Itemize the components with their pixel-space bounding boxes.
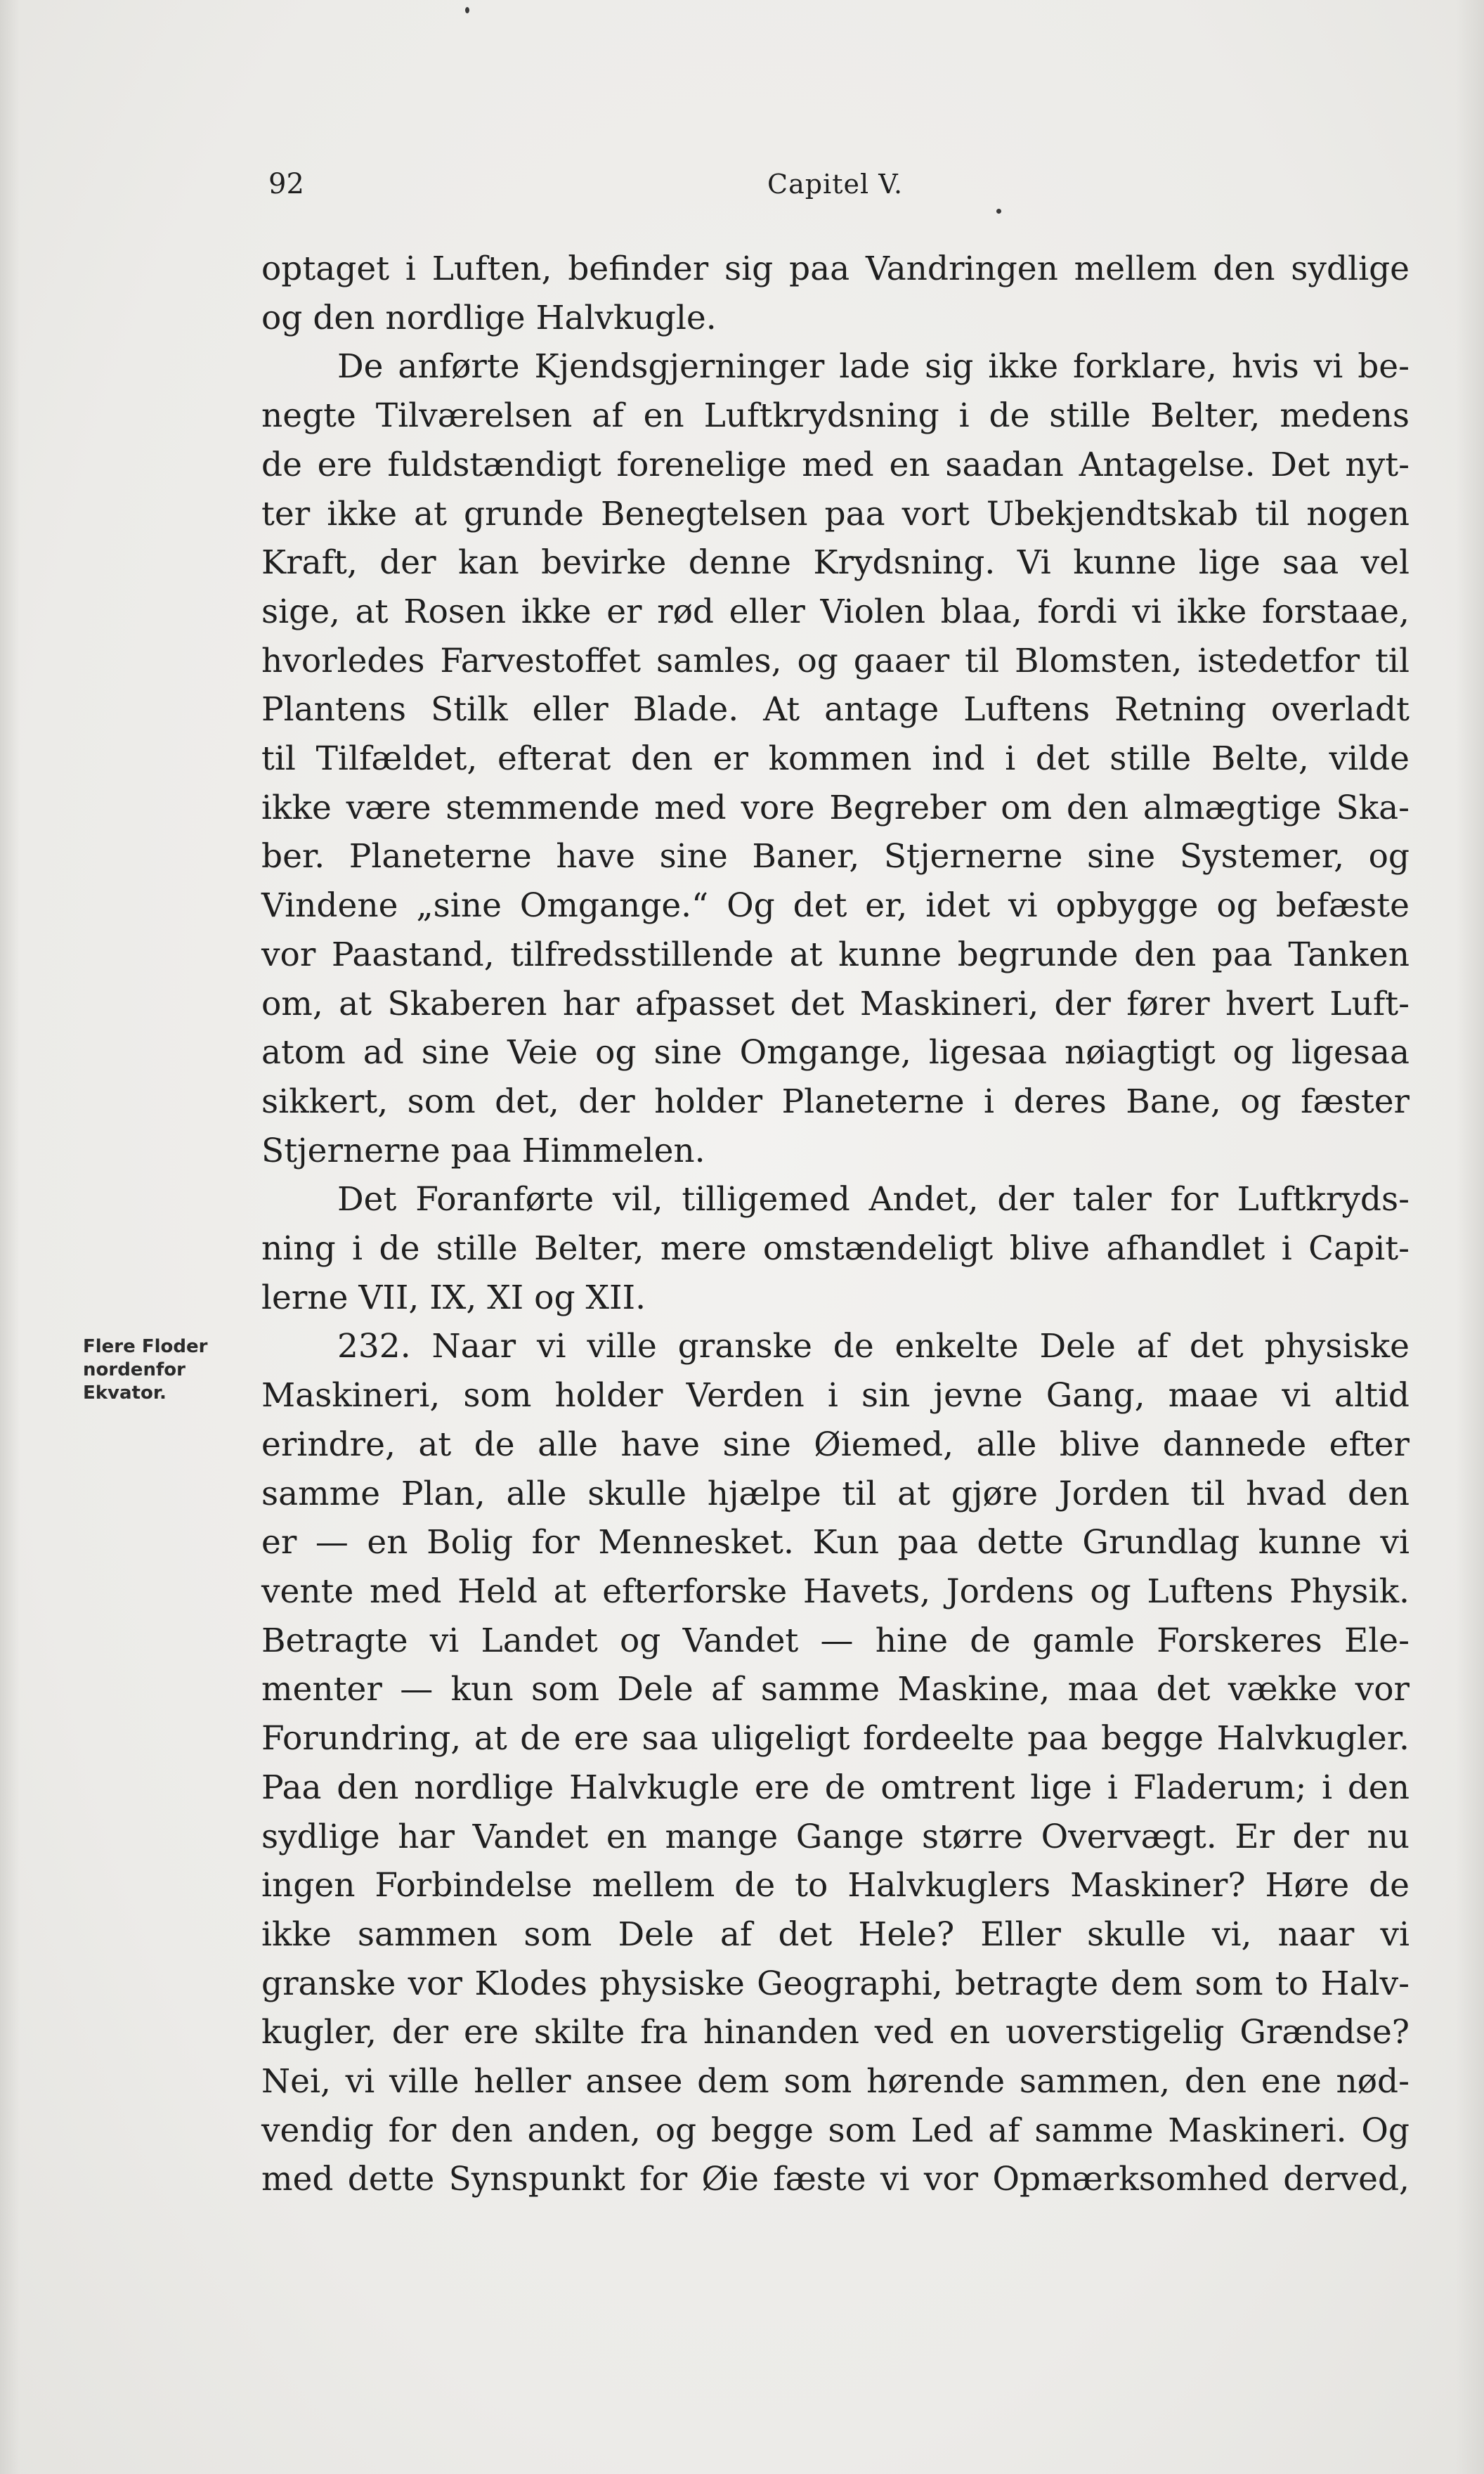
text-line: optaget i Luften, befinder sig paa Vandringen mellem den sydlige — [261, 250, 1410, 288]
text-line: ingen Forbindelse mellem de to Halvkuglers Maskiner? Høre de — [261, 1866, 1410, 1905]
text-line: ning i de stille Belter, mere omstændeligt blive afhandlet i Capit- — [261, 1229, 1410, 1269]
text-line: lerne VII, IX, XI og XII. — [261, 1278, 646, 1317]
ink-speck — [465, 7, 469, 13]
page-edge-shadow-right — [1456, 0, 1484, 2474]
text-line: vendig for den anden, og begge som Led af samme Maskineri. Og — [261, 2111, 1410, 2150]
text-line: Kraft, der kan bevirke denne Krydsning. Vi kunne lige saa vel — [261, 543, 1410, 583]
text-line: ikke sammen som Dele af det Hele? Eller skulle vi, naar vi — [261, 1915, 1410, 1954]
text-line: samme Plan, alle skulle hjælpe til at gjøre Jorden til hvad den — [261, 1474, 1410, 1513]
text-line: atom ad sine Veie og sine Omgange, ligesaa nøiagtigt og ligesaa — [261, 1033, 1410, 1073]
text-line: ikke være stemmende med vore Begreber om den almægtige Ska- — [261, 788, 1410, 827]
text-line: Maskineri, som holder Verden i sin jevne Gang, maae vi altid — [261, 1376, 1410, 1416]
text-line: Nei, vi ville heller ansee dem som hørende sammen, den ene nød- — [261, 2062, 1410, 2101]
text-line: er — en Bolig for Mennesket. Kun paa dette Grundlag kunne vi — [261, 1523, 1410, 1562]
text-line: Forundring, at de ere saa uligeligt fordeelte paa begge Halvkugler. — [261, 1719, 1410, 1759]
text-line: de ere fuldstændigt forenelige med en saadan Antagelse. Det nyt- — [261, 445, 1410, 484]
text-line: hvorledes Farvestoffet samles, og gaaer til Blomsten, istedetfor til — [261, 641, 1410, 680]
margin-note-line: nordenfor — [83, 1359, 186, 1380]
text-line: om, at Skaberen har afpasset det Maskineri, der fører hvert Luft- — [261, 984, 1410, 1023]
margin-note — [83, 1335, 266, 1405]
text-line: Det Foranførte vil, tilligemed Andet, der taler for Luftkryds- — [337, 1180, 1410, 1219]
ink-speck — [996, 209, 1001, 214]
text-line: Paa den nordlige Halvkugle ere de omtrent lige i Fladerum; i den — [261, 1768, 1410, 1807]
page-header — [261, 163, 1414, 205]
text-line: negte Tilværelsen af en Luftkrydsning i de stille Belter, medens — [261, 396, 1410, 436]
text-line: Stjernerne paa Himmelen. — [261, 1131, 705, 1170]
margin-note-line: Flere Floder — [83, 1336, 208, 1357]
text-line: granske vor Klodes physiske Geographi, betragte dem som to Halv- — [261, 1964, 1410, 2003]
text-line: kugler, der ere skilte fra hinanden ved en uoverstigelig Grændse? — [261, 2013, 1410, 2052]
text-line: menter — kun som Dele af samme Maskine, maa det vække vor — [261, 1670, 1410, 1709]
section-start-line: 232. Naar vi ville granske de enkelte Dele af det physiske — [337, 1327, 1410, 1366]
text-line: sige, at Rosen ikke er rød eller Violen blaa, fordi vi ikke forstaae, — [261, 592, 1410, 631]
text-line: ter ikke at grunde Benegtelsen paa vort Ubekjendtskab til nogen — [261, 494, 1410, 533]
page-number: 92 — [268, 168, 304, 200]
body-text — [261, 245, 1410, 2204]
text-line: vente med Held at efterforske Havets, Jordens og Luftens Physik. — [261, 1572, 1410, 1611]
text-line: erindre, at de alle have sine Øiemed, alle blive dannede efter — [261, 1425, 1410, 1464]
text-line: vor Paastand, tilfredsstillende at kunne begrunde den paa Tanken — [261, 935, 1410, 974]
text-line: Plantens Stilk eller Blade. At antage Luftens Retning overladt — [261, 690, 1410, 730]
running-head: Capitel V. — [767, 169, 904, 200]
text-line: med dette Synspunkt for Øie fæste vi vor Opmærksomhed derved, — [261, 2160, 1410, 2199]
text-line: Vindene „sine Omgange.“ Og det er, idet vi opbygge og befæste — [261, 886, 1410, 926]
text-line: sikkert, som det, der holder Planeterne i deres Bane, og fæster — [261, 1082, 1410, 1121]
page-edge-shadow-left — [0, 0, 20, 2474]
text-line: og den nordlige Halvkugle. — [261, 298, 717, 337]
text-line: sydlige har Vandet en mange Gange større Overvægt. Er der nu — [261, 1817, 1410, 1856]
text-line: De anførte Kjendsgjerninger lade sig ikke forklare, hvis vi be- — [337, 347, 1410, 387]
text-line: Betragte vi Landet og Vandet — hine de gamle Forskeres Ele- — [261, 1621, 1410, 1660]
text-line: ber. Planeterne have sine Baner, Stjernerne sine Systemer, og — [261, 837, 1410, 876]
margin-note-line: Ekvator. — [83, 1382, 167, 1404]
text-line: til Tilfældet, efterat den er kommen ind i det stille Belte, vilde — [261, 739, 1410, 779]
